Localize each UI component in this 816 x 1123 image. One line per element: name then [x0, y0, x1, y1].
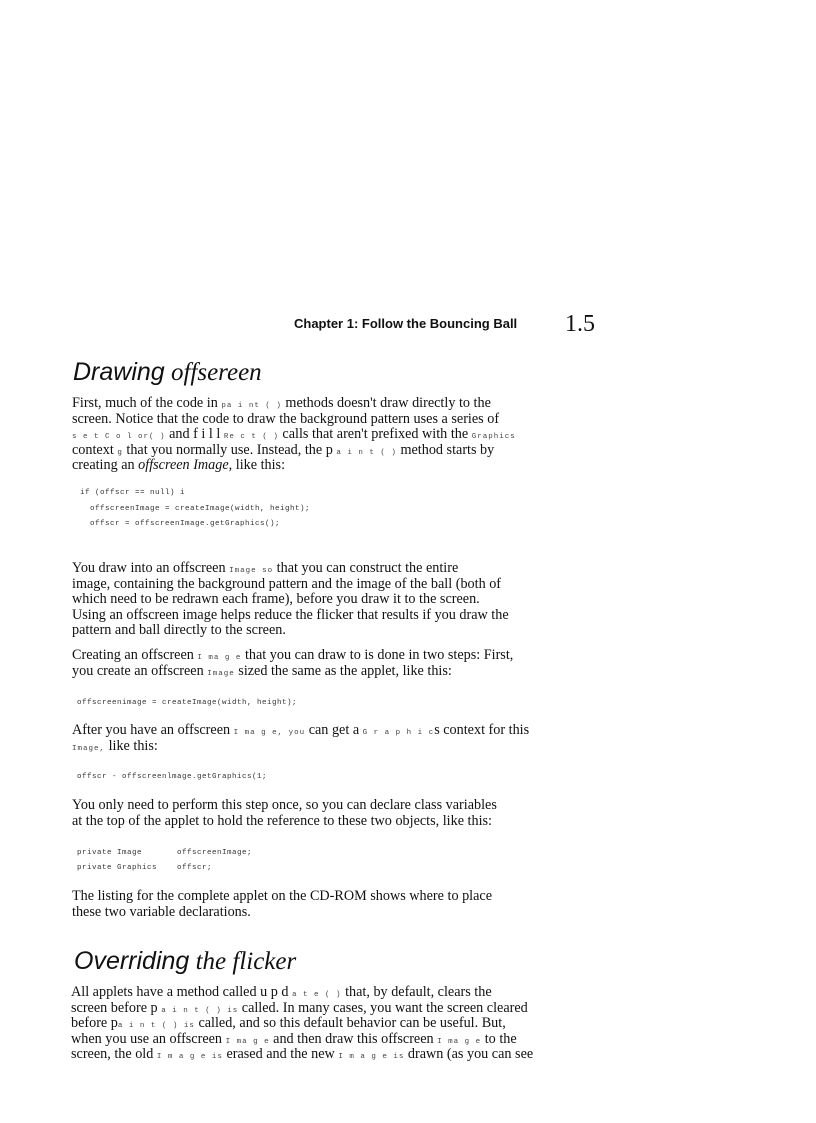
text: All applets have a method called u p d [71, 984, 289, 1000]
section-heading-drawing-offscreen [73, 358, 262, 387]
code-line: offscreenimage = createImage(width, height); [77, 699, 298, 707]
text: drawn (as you can see [407, 1046, 534, 1062]
code-line: if (offscr == null) i [80, 489, 186, 497]
code-term: a t e ( ) [292, 991, 342, 999]
heading-part-b: offsereen [170, 359, 262, 386]
code-term: I ma g e [197, 654, 242, 662]
code-line: offscr = offscreenImage.getGraphics(); [90, 520, 281, 528]
chapter-header: Chapter 1: Follow the Bouncing Ball [294, 316, 518, 331]
code-term: Image, [72, 744, 106, 753]
text: before p [71, 1015, 118, 1031]
code-term: a i n t ( ) is [161, 1006, 239, 1015]
text: these two variable declarations. [72, 903, 251, 920]
code-term: Graphics [471, 433, 516, 441]
text: After you have an offscreen [72, 722, 231, 738]
text: creating an [72, 457, 135, 473]
text: image, containing the background pattern and the image of the ball (both of [72, 575, 502, 592]
code-term: g [117, 448, 123, 457]
code-term: I ma g e [437, 1037, 482, 1046]
text: Using an offscreen image helps reduce the flicker that results if you draw the [72, 606, 509, 623]
code-term: pa i nt ( ) [221, 402, 282, 410]
text: context [72, 441, 114, 458]
paragraph-2 [72, 561, 542, 639]
text: method starts by [400, 441, 495, 458]
paragraph-3 [72, 648, 542, 679]
code-term: I ma g e, you [233, 729, 306, 737]
text: like this: [235, 457, 286, 473]
text: and f i l l [169, 426, 221, 442]
code-term: I m a g e is [338, 1053, 405, 1061]
code-term: I m a g e is [156, 1053, 223, 1061]
text: when you use an offscreen [71, 1030, 223, 1047]
paragraph-1 [72, 396, 542, 474]
text: can get a [308, 722, 360, 738]
text: screen. Notice that the code to draw the background pattern uses a series of [72, 410, 500, 427]
text: to the [484, 1030, 517, 1047]
text: that you normally use. Instead, the p [126, 441, 333, 458]
text: First, much of the code in [72, 395, 218, 411]
paragraph-4 [72, 723, 542, 754]
text: at the top of the applet to hold the reference to these two objects, like this: [72, 812, 492, 829]
text: pattern and ball directly to the screen. [72, 622, 286, 638]
code-term: Re c t ( ) [223, 433, 279, 441]
text: methods doesn't draw directly to the [285, 395, 491, 411]
text: You draw into an offscreen [72, 560, 226, 576]
paragraph-5 [72, 798, 542, 829]
code-term: G r a p h i c [362, 729, 435, 737]
code-term: a i n t ( ) [336, 448, 397, 457]
text: you create an offscreen [72, 662, 204, 679]
text: s context for this [434, 722, 530, 738]
text: erased and the new [226, 1046, 335, 1062]
text: that, by default, clears the [345, 984, 492, 1000]
code-term: Image [207, 669, 235, 678]
text: like this: [108, 737, 158, 754]
code-line: offscr - offscreenlmage.getGraphics(1; [77, 773, 268, 781]
section-heading-overriding-flicker [74, 947, 296, 976]
text: that you can construct the entire [276, 560, 459, 576]
page-number: 1.5 [565, 311, 595, 337]
paragraph-7 [71, 985, 551, 1063]
text: You only need to perform this step once, so you can declare class variables [72, 797, 497, 813]
code-term: s e t C o l or( ) [72, 433, 166, 441]
text: The listing for the complete applet on the CD-ROM shows where to place [72, 888, 493, 904]
text: called. In many cases, you want the screen cleared [241, 999, 528, 1016]
text: calls that aren't prefixed with the [282, 426, 469, 442]
code-term: I ma g e [225, 1037, 270, 1046]
code-line: offscreenImage = createImage(width, height); [90, 505, 311, 513]
text: screen, the old [71, 1046, 154, 1062]
code-term: a i n t ( ) is [117, 1022, 195, 1030]
paragraph-6 [72, 889, 542, 920]
text: Creating an offscreen [72, 647, 194, 663]
code-line: private Graphics offscr; [77, 864, 213, 872]
emphasis: offscreen Image, [138, 457, 233, 473]
heading-part-a: Overriding [74, 947, 190, 975]
code-term: Image so [229, 567, 274, 575]
text: which need to be redrawn each frame), before you draw it to the screen. [72, 591, 480, 607]
text: screen before p [71, 999, 158, 1016]
text: sized the same as the applet, like this: [238, 662, 452, 679]
text: called, and so this default behavior can be useful. But, [198, 1015, 506, 1031]
code-line: private Image offscreenImage; [77, 849, 253, 857]
text: that you can draw to is done in two steps: First, [244, 647, 514, 663]
heading-part-b: the flicker [195, 948, 297, 975]
heading-part-a: Drawing [73, 358, 165, 386]
text: and then draw this offscreen [273, 1030, 434, 1047]
